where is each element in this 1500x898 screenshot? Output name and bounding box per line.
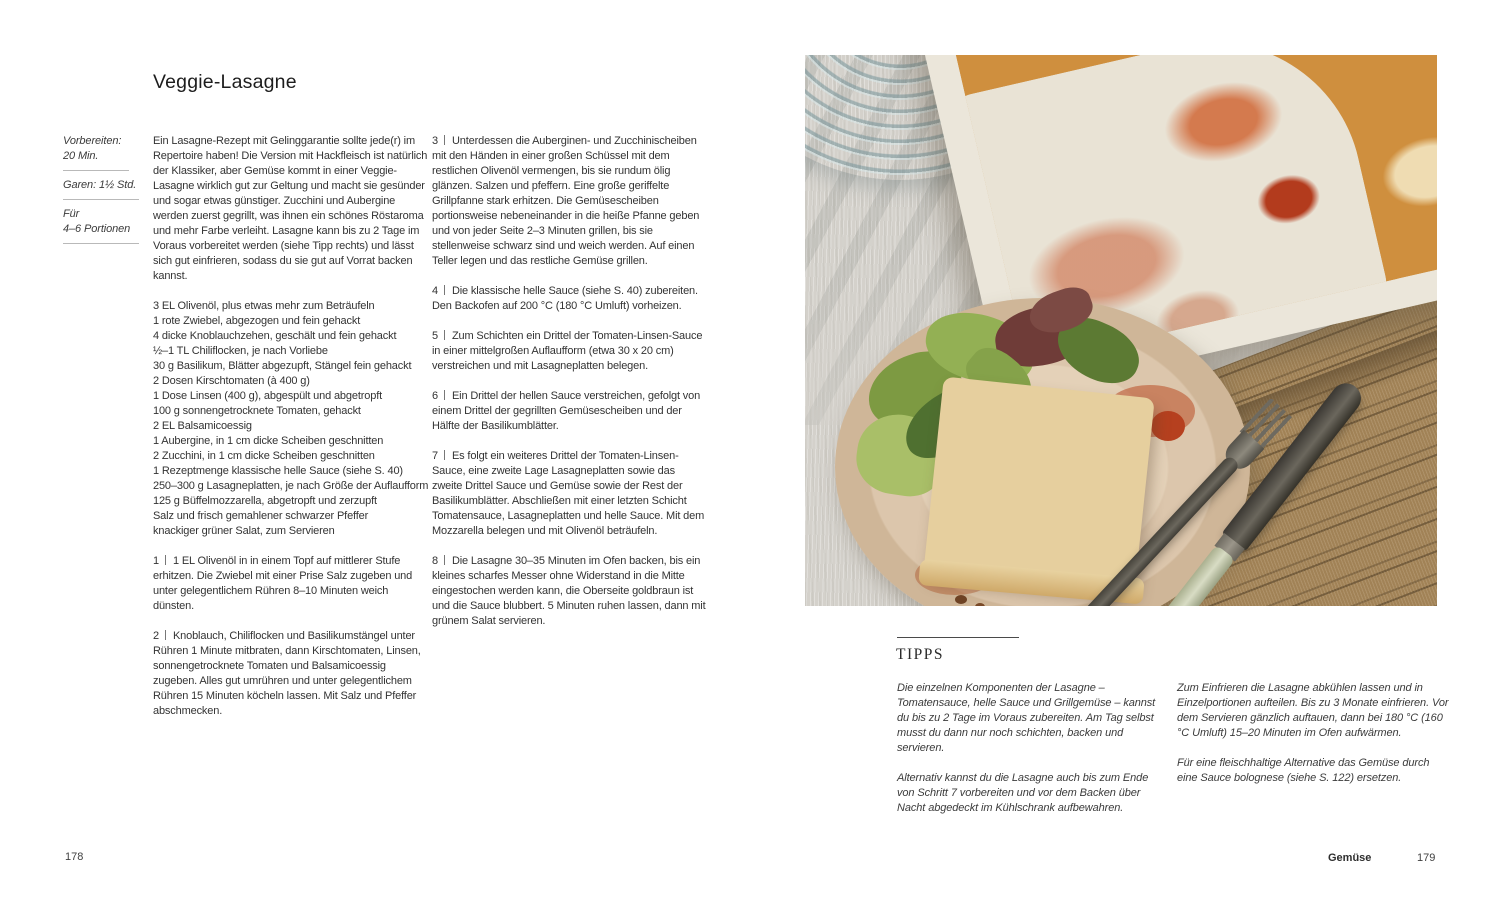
ingredient: 4 dicke Knoblauchzehen, geschält und fein gehackt — [153, 330, 397, 342]
step-divider — [444, 285, 445, 295]
ingredient: 2 Dosen Kirschtomaten (à 400 g) — [153, 375, 310, 387]
step-number: 5 — [432, 330, 438, 342]
page-number-left: 178 — [65, 851, 84, 863]
step-number: 1 — [153, 555, 159, 567]
recipe-step — [153, 629, 432, 719]
ingredient: 1 Dose Linsen (400 g), abgespült und abgetropft — [153, 390, 383, 402]
tips-column-left — [897, 681, 1165, 831]
meta-divider — [63, 170, 129, 171]
tip: Für eine fleischhaltige Alternative das Gemüse durch eine Sauce bolognese (siehe S. 122) ersetzen. — [1177, 757, 1430, 784]
recipe-step — [432, 284, 708, 314]
tips-heading: TIPPS — [896, 646, 944, 663]
step-text: Es folgt ein weiteres Drittel der Tomaten-Linsen-Sauce, eine zweite Lage Lasagneplatten sowie das zweite Drittel Sauce und Gemüse sowie der Rest der Basilikumblätter. Abschließen mit einer letzten Schicht Tomatensauce, Lasagneplatten und helle Sauce. Mit dem Mozzarella belegen und mit Olivenöl beträufeln. — [432, 450, 705, 537]
tips-column-right — [1177, 681, 1449, 801]
step-number: 4 — [432, 285, 438, 297]
recipe-step — [153, 554, 432, 614]
recipe-title: Veggie-Lasagne — [153, 71, 297, 94]
step-text: 1 EL Olivenöl in in einem Topf auf mittlerer Stufe erhitzen. Die Zwiebel mit einer Prise Salz zugeben und unter gelegentlichem Rühren 8–10 Minuten weich dünsten. — [153, 555, 413, 612]
servings-label: Für — [63, 208, 80, 220]
recipe-step — [432, 329, 708, 374]
ingredient: 1 Aubergine, in 1 cm dicke Scheiben geschnitten — [153, 435, 384, 447]
tip: Alternativ kannst du die Lasagne auch bis zum Ende von Schritt 7 vorbereiten und vor dem Backen über Nacht abgedeckt im Kühlschrank aufbewahren. — [897, 772, 1149, 814]
meta-divider — [63, 243, 139, 244]
step-divider — [444, 450, 445, 460]
recipe-step — [432, 449, 708, 539]
ingredient: 3 EL Olivenöl, plus etwas mehr zum Beträufeln — [153, 300, 375, 312]
recipe-photo — [805, 55, 1437, 606]
tip: Zum Einfrieren die Lasagne abkühlen lassen und in Einzelportionen aufteilen. Bis zu 3 Monate einfrieren. Vor dem Servieren gänzlich auftauen, dann bei 180 °C (160 °C Umluft) 15–20 Minuten im Ofen aufwärmen. — [1177, 682, 1449, 739]
step-text: Zum Schichten ein Drittel der Tomaten-Linsen-Sauce in einer mittelgroßen Auflaufform (etwa 30 x 20 cm) verstreichen und mit Lasagneplatten belegen. — [432, 330, 703, 372]
chapter-label: Gemüse — [1328, 852, 1372, 864]
step-divider — [165, 555, 166, 565]
step-number: 6 — [432, 390, 438, 402]
page-number-right: 179 — [1417, 852, 1436, 864]
ingredient-list — [153, 299, 432, 539]
ingredient: 30 g Basilikum, Blätter abgezupft, Stängel fein gehackt — [153, 360, 412, 372]
recipe-intro: Ein Lasagne-Rezept mit Gelinggarantie sollte jede(r) im Repertoire haben! Die Version mit Hackfleisch ist natürlich der Klassiker, aber Gemüse kommt in einer Veggie-Lasagne wirklich gut zur Geltung und macht sie gesünder und sogar etwas günstiger. Zucchini und Aubergine werden zuerst gegrillt, was ihnen ein schönes Röstaroma und mehr Farbe verleiht. Lasagne kann bis zu 2 Tage im Voraus vorbereitet werden (siehe Tipp rechts) und lässt sich gut einfrieren, sodass du sie gut auf Vorrat backen kannst. — [153, 135, 428, 282]
step-text: Knoblauch, Chiliflocken und Basilikumstängel unter Rühren 1 Minute mitbraten, dann Kirschtomaten, Linsen, sonnengetrocknete Tomaten und Balsamicoessig zugeben. Alles gut umrühren und unter gelegentlichem Rühren 15 Minuten köcheln lassen. Mit Salz und Pfeffer abschmecken. — [153, 630, 421, 717]
step-number: 3 — [432, 135, 438, 147]
prep-time-value: 20 Min. — [63, 150, 99, 162]
step-text: Die klassische helle Sauce (siehe S. 40) zubereiten. Den Backofen auf 200 °C (180 °C Umluft) vorheizen. — [432, 285, 698, 312]
step-number: 2 — [153, 630, 159, 642]
ingredient: 250–300 g Lasagneplatten, je nach Größe der Auflaufform — [153, 480, 429, 492]
step-divider — [444, 555, 445, 565]
ingredient: Salz und frisch gemahlener schwarzer Pfeffer — [153, 510, 369, 522]
recipe-column-2 — [432, 134, 708, 644]
recipe-column-1 — [153, 134, 432, 734]
lentil — [955, 595, 967, 604]
ingredient: 125 g Büffelmozzarella, abgetropft und zerzupft — [153, 495, 377, 507]
tips-divider — [897, 637, 1019, 638]
ingredient: knackiger grüner Salat, zum Servieren — [153, 525, 335, 537]
prep-time-label: Vorbereiten: — [63, 135, 122, 147]
servings-value: 4–6 Portionen — [63, 223, 131, 235]
recipe-step — [432, 389, 708, 434]
step-number: 8 — [432, 555, 438, 567]
step-text: Die Lasagne 30–35 Minuten im Ofen backen, bis ein kleines scharfes Messer ohne Widerstand in die Mitte eingestochen werden kann, die Oberseite goldbraun ist und die Sauce blubbert. 5 Minuten ruhen lassen, dann mit grünem Salat servieren. — [432, 555, 706, 627]
recipe-step — [432, 554, 708, 629]
ingredient: 2 EL Balsamicoessig — [153, 420, 252, 432]
ingredient: ½–1 TL Chiliflocken, je nach Vorliebe — [153, 345, 328, 357]
meta-divider — [63, 199, 139, 200]
step-number: 7 — [432, 450, 438, 462]
ingredient: 2 Zucchini, in 1 cm dicke Scheiben geschnitten — [153, 450, 375, 462]
lentil — [975, 603, 985, 606]
step-text: Unterdessen die Auberginen- und Zucchinischeiben mit den Händen in einer großen Schüssel mit dem restlichen Olivenöl vermengen, bis sie rundum ölig glänzen. Salzen und pfeffern. Eine große geriffelte Grillpfanne stark erhitzen. Die Gemüsescheiben portionsweise nebeneinander in die heiße Pfanne geben und von jeder Seite 2–3 Minuten grillen, bis sie stellenweise schwarz sind und weich werden. Auf einen Teller legen und das restliche Gemüse grillen. — [432, 135, 700, 267]
tip: Die einzelnen Komponenten der Lasagne – Tomatensauce, helle Sauce und Grillgemüse – kannst du bis zu 2 Tage im Voraus zubereiten. Am Tag selbst musst du dann nur noch schichten, backen und servieren. — [897, 682, 1156, 754]
step-divider — [444, 135, 445, 145]
recipe-meta-sidebar — [63, 134, 143, 251]
step-divider — [444, 390, 445, 400]
ingredient: 100 g sonnengetrocknete Tomaten, gehackt — [153, 405, 361, 417]
recipe-step — [432, 134, 708, 269]
step-divider — [444, 330, 445, 340]
cook-time-label: Garen: 1½ Std. — [63, 179, 137, 191]
step-text: Ein Drittel der hellen Sauce verstreichen, gefolgt von einem Drittel der gegrillten Gemüsescheiben und der Hälfte der Basilikumblätter. — [432, 390, 701, 432]
ingredient: 1 rote Zwiebel, abgezogen und fein gehackt — [153, 315, 361, 327]
ingredient: 1 Rezeptmenge klassische helle Sauce (siehe S. 40) — [153, 465, 403, 477]
cherry-tomato — [1151, 411, 1185, 441]
step-divider — [165, 630, 166, 640]
